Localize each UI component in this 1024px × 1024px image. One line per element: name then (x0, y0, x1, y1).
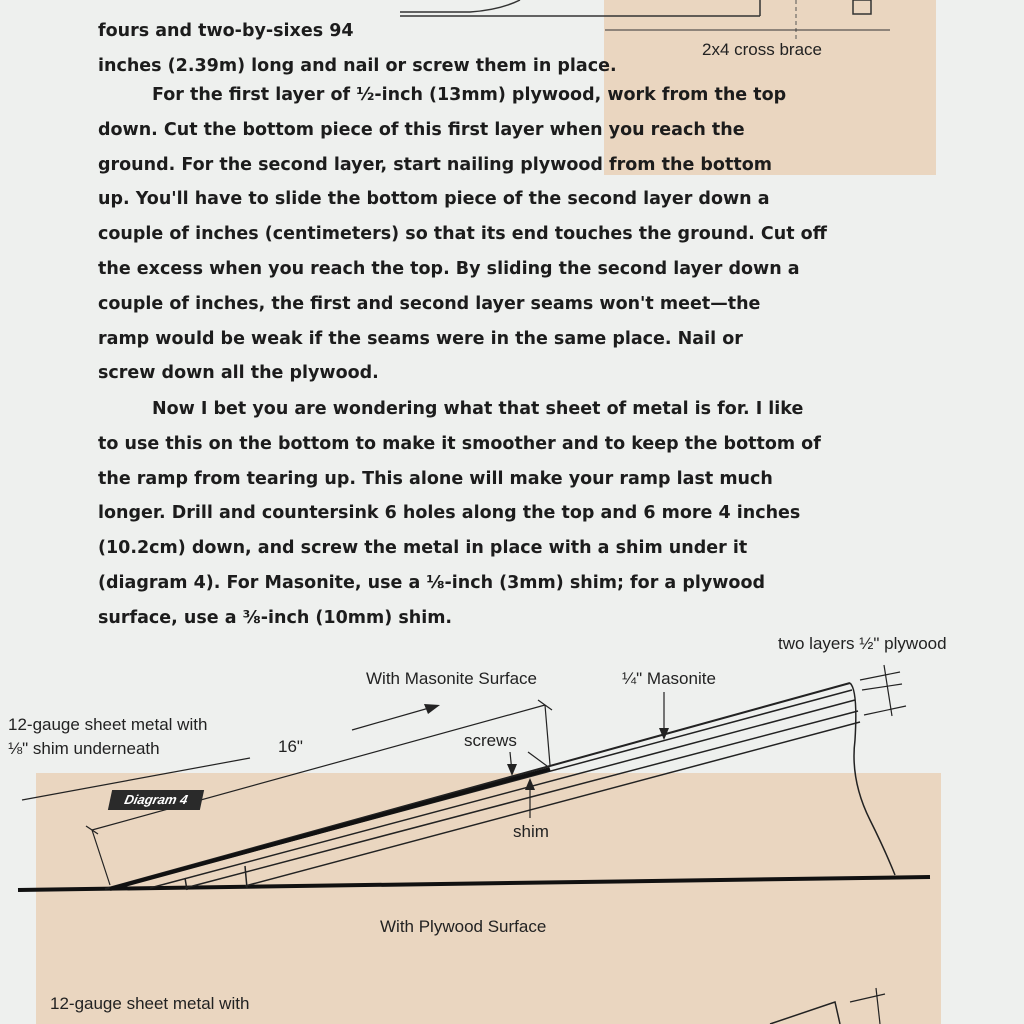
text-line: surface, use a ⅜-inch (10mm) shim. (98, 607, 453, 628)
text-line: (10.2cm) down, and screw the metal in place with a shim under it (98, 538, 748, 559)
masonite-label: ¼" Masonite (622, 669, 716, 688)
text-line: couple of inches (centimeters) so that its end touches the ground. Cut off (98, 224, 827, 245)
text-line: the excess when you reach the top. By sliding the second layer down a (98, 258, 800, 279)
text-line: to use this on the bottom to make it smoother and to keep the bottom of (98, 433, 821, 454)
text-line: ramp would be weak if the seams were in the same place. Nail or (98, 328, 743, 349)
text-line: fours and two-by-sixes 94 (98, 21, 354, 41)
text-line: couple of inches, the first and second layer seams won't meet—the (98, 293, 761, 314)
masonite-title: With Masonite Surface (366, 669, 538, 688)
screws-label: screws (464, 731, 517, 750)
shim-underneath-label: ⅛" shim underneath (8, 739, 160, 758)
text-line: down. Cut the bottom piece of this first layer when you reach the (98, 119, 745, 140)
text-line: up. You'll have to slide the bottom piece of the second layer down a (98, 189, 770, 210)
cross-brace-label: 2x4 cross brace (702, 40, 822, 59)
text-line: ground. For the second layer, start nailing plywood from the bottom (98, 154, 772, 175)
shim-label: shim (513, 822, 549, 841)
plywood-title: With Plywood Surface (380, 917, 547, 936)
text-line: longer. Drill and countersink 6 holes along the top and 6 more 4 inches (98, 503, 801, 524)
text-line: inches (2.39m) long and nail or screw them in place. (98, 55, 617, 76)
two-layers-label: two layers ½" plywood (778, 634, 947, 653)
text-line: the ramp from tearing up. This alone will make your ramp last much (98, 468, 773, 489)
text-line: (diagram 4). For Masonite, use a ⅛-inch (3mm) shim; for a plywood (98, 572, 765, 593)
sheet-metal-label-bottom: 12-gauge sheet metal with (50, 994, 250, 1013)
length-label: 16" (278, 737, 303, 756)
text-line: screw down all the plywood. (98, 363, 379, 384)
text-line: For the first layer of ½-inch (13mm) plywood, work from the top (152, 85, 787, 105)
text-line: Now I bet you are wondering what that sheet of metal is for. I like (152, 399, 804, 419)
diagram-badge: Diagram 4 (108, 790, 204, 810)
sheet-metal-label: 12-gauge sheet metal with (8, 715, 208, 734)
